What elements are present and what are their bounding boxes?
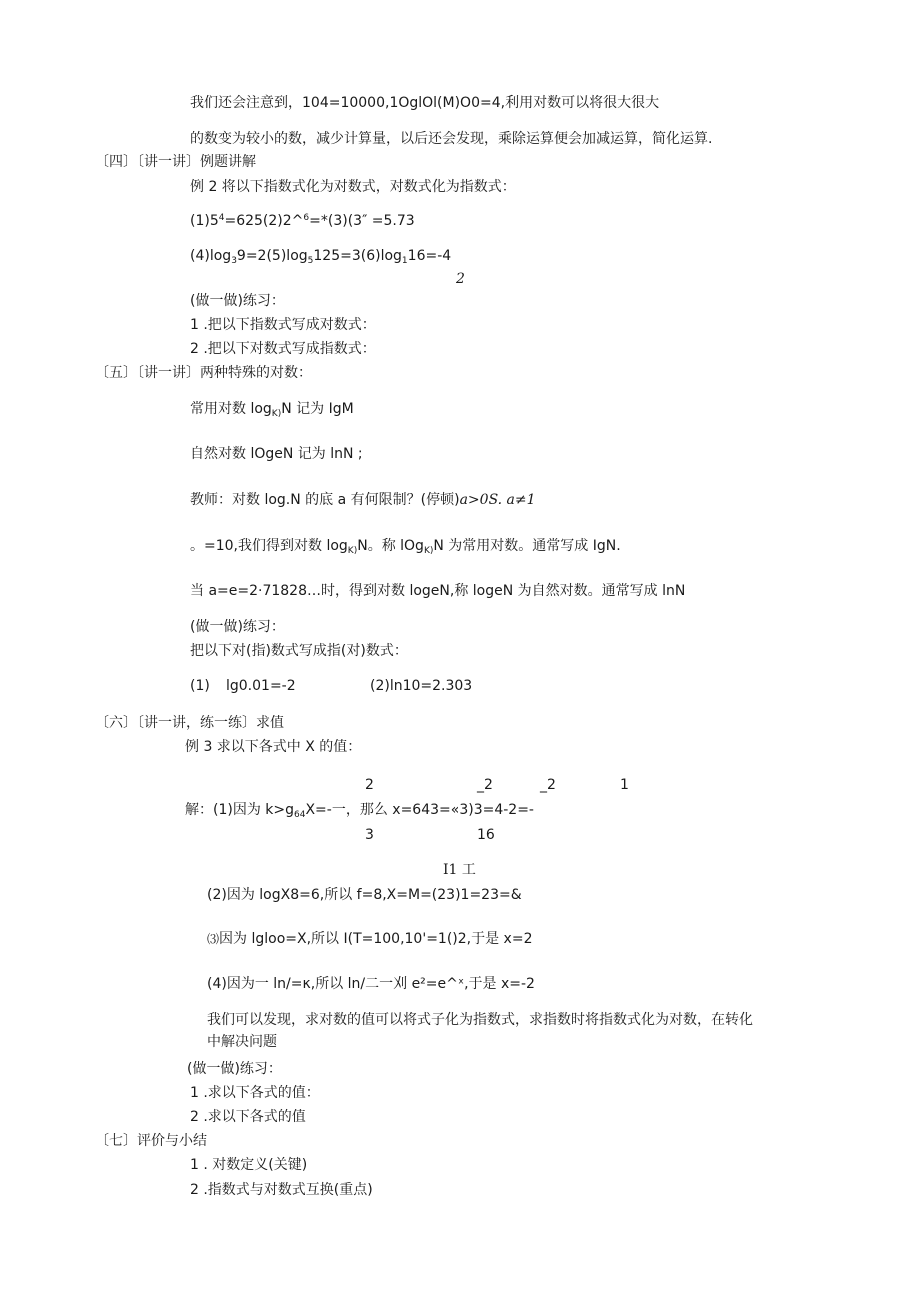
summary-line-2: 中解决问题 — [207, 1034, 277, 1050]
numerator-1: 2 — [365, 777, 374, 793]
denominator-1: 3 — [365, 827, 374, 843]
solution-3-number: ⑶ — [207, 932, 220, 946]
formula-line-2 — [190, 247, 451, 265]
section-6-heading: 〔六〕〔讲一讲，练一练〕求值 — [95, 715, 284, 731]
natural-log-line: 自然对数 lOgeN 记为 lnN ; — [190, 446, 363, 462]
practice-3-title: (做一做)练习： — [187, 1061, 282, 1077]
teacher-question-text: 教师：对数 log.N 的底 a 有何限制？(停顿) — [190, 492, 460, 508]
solution-2-line: (2)因为 logX8=6,所以 f=8,X=M=(23)1=23=& — [207, 887, 522, 903]
section-5-heading: 〔五〕〔讲一讲〕两种特殊的对数： — [95, 365, 312, 381]
summary-line-1: 我们可以发现，求对数的值可以将式子化为指数式，求指数时将指数式化为对数，在转化 — [207, 1012, 753, 1028]
solution-1-line — [185, 801, 534, 819]
section-4-heading: 〔四〕〔讲一讲〕例题讲解 — [95, 154, 256, 170]
formula-line-1 — [190, 212, 415, 230]
practice-3-item-1: 1 .求以下各式的值： — [190, 1085, 320, 1101]
formula-1-part-b: =625(2)2^ — [224, 213, 304, 229]
base-ten-part-a: 。=10,我们得到对数 log — [190, 538, 348, 554]
fraction-fragment: I1 工 — [443, 862, 476, 878]
base-ten-sub-1: K) — [347, 546, 358, 556]
practice-2-item-2: (2)ln10=2.303 — [370, 678, 473, 694]
solution-3-text: 因为 lgloo=X,所以 I(T=100,10'=1()2,于是 x=2 — [219, 931, 533, 947]
intro-line-1: 我们还会注意到，104=10000,1OglOl(M)O0=4,利用对数可以将很大很大 — [190, 95, 660, 111]
formula-2-sub-1: 3 — [231, 256, 237, 266]
formula-2-part-d: 16=-4 — [407, 248, 452, 264]
formula-1-part-a: (1)5 — [190, 213, 219, 229]
formula-1-exp-2: 6 — [303, 213, 310, 223]
practice-2-item-1-label: (1) — [190, 678, 210, 694]
practice-3-item-2: 2 .求以下各式的值 — [190, 1109, 306, 1125]
solution-1-sub: 64 — [294, 810, 306, 820]
base-ten-sub-2: K) — [423, 546, 434, 556]
base-ten-part-b: N。称 lOg — [357, 538, 424, 554]
solution-1-part-b: X=-一，那么 x=643=«3)3=4-2=- — [305, 802, 534, 818]
formula-2-denominator: 2 — [456, 271, 465, 287]
numerator-4: 1 — [620, 777, 629, 793]
formula-2-part-a: (4)log — [190, 248, 232, 264]
numerator-3: _2 — [540, 777, 556, 793]
solution-3-line — [207, 930, 532, 948]
base-ten-line — [190, 537, 621, 555]
formula-2-sub-3: 1 — [401, 256, 408, 266]
intro-line-2: 的数变为较小的数，减少计算量，以后还会发现，乘除运算便会加减运算，简化运算. — [190, 131, 713, 147]
teacher-question-condition: a>0S. a≠1 — [459, 492, 536, 508]
practice-2-item-1: lg0.01=-2 — [226, 678, 296, 694]
practice-1-item-1: 1 .把以下指数式写成对数式： — [190, 317, 376, 333]
conclusion-item-1: 1 . 对数定义(关键) — [190, 1157, 308, 1173]
solution-4-line: (4)因为一 ln/=κ,所以 ln/二一刈 e²=e^ˣ,于是 x=-2 — [207, 976, 535, 992]
formula-1-part-c: =*(3)(3″ =5.73 — [309, 213, 415, 229]
formula-1-exp-1: 4 — [218, 213, 225, 223]
denominator-2: 16 — [477, 827, 495, 843]
common-log-part-b: N 记为 IgM — [281, 401, 354, 417]
formula-2-part-b: 9=2(5)log — [236, 248, 308, 264]
practice-1-item-2: 2 .把以下对数式写成指数式： — [190, 341, 376, 357]
example-2-title: 例 2 将以下指数式化为对数式，对数式化为指数式： — [190, 179, 516, 195]
common-log-sub: K) — [271, 409, 282, 419]
solution-1-part-a: 解：(1)因为 k>g — [185, 802, 295, 818]
common-log-part-a: 常用对数 log — [190, 401, 272, 417]
practice-2-instruction: 把以下对(指)数式写成指(对)数式： — [190, 643, 408, 659]
example-3-title: 例 3 求以下各式中 X 的值： — [185, 739, 362, 755]
formula-2-sub-2: 5 — [307, 256, 314, 266]
practice-1-title: (做一做)练习： — [190, 293, 285, 309]
common-log-line — [190, 400, 354, 418]
formula-2-part-c: 125=3(6)log — [313, 248, 402, 264]
base-e-line: 当 a=e=2·71828…时，得到对数 logeN,称 logeN 为自然对数。通常写成 lnN — [190, 583, 686, 599]
teacher-question-line — [190, 491, 536, 509]
base-ten-part-c: N 为常用对数。通常写成 IgN. — [433, 538, 621, 554]
practice-2-title: (做一做)练习： — [190, 619, 285, 635]
section-7-heading: 〔七〕评价与小结 — [95, 1133, 207, 1149]
conclusion-item-2: 2 .指数式与对数式互换(重点) — [190, 1182, 373, 1198]
numerator-2: _2 — [477, 777, 493, 793]
